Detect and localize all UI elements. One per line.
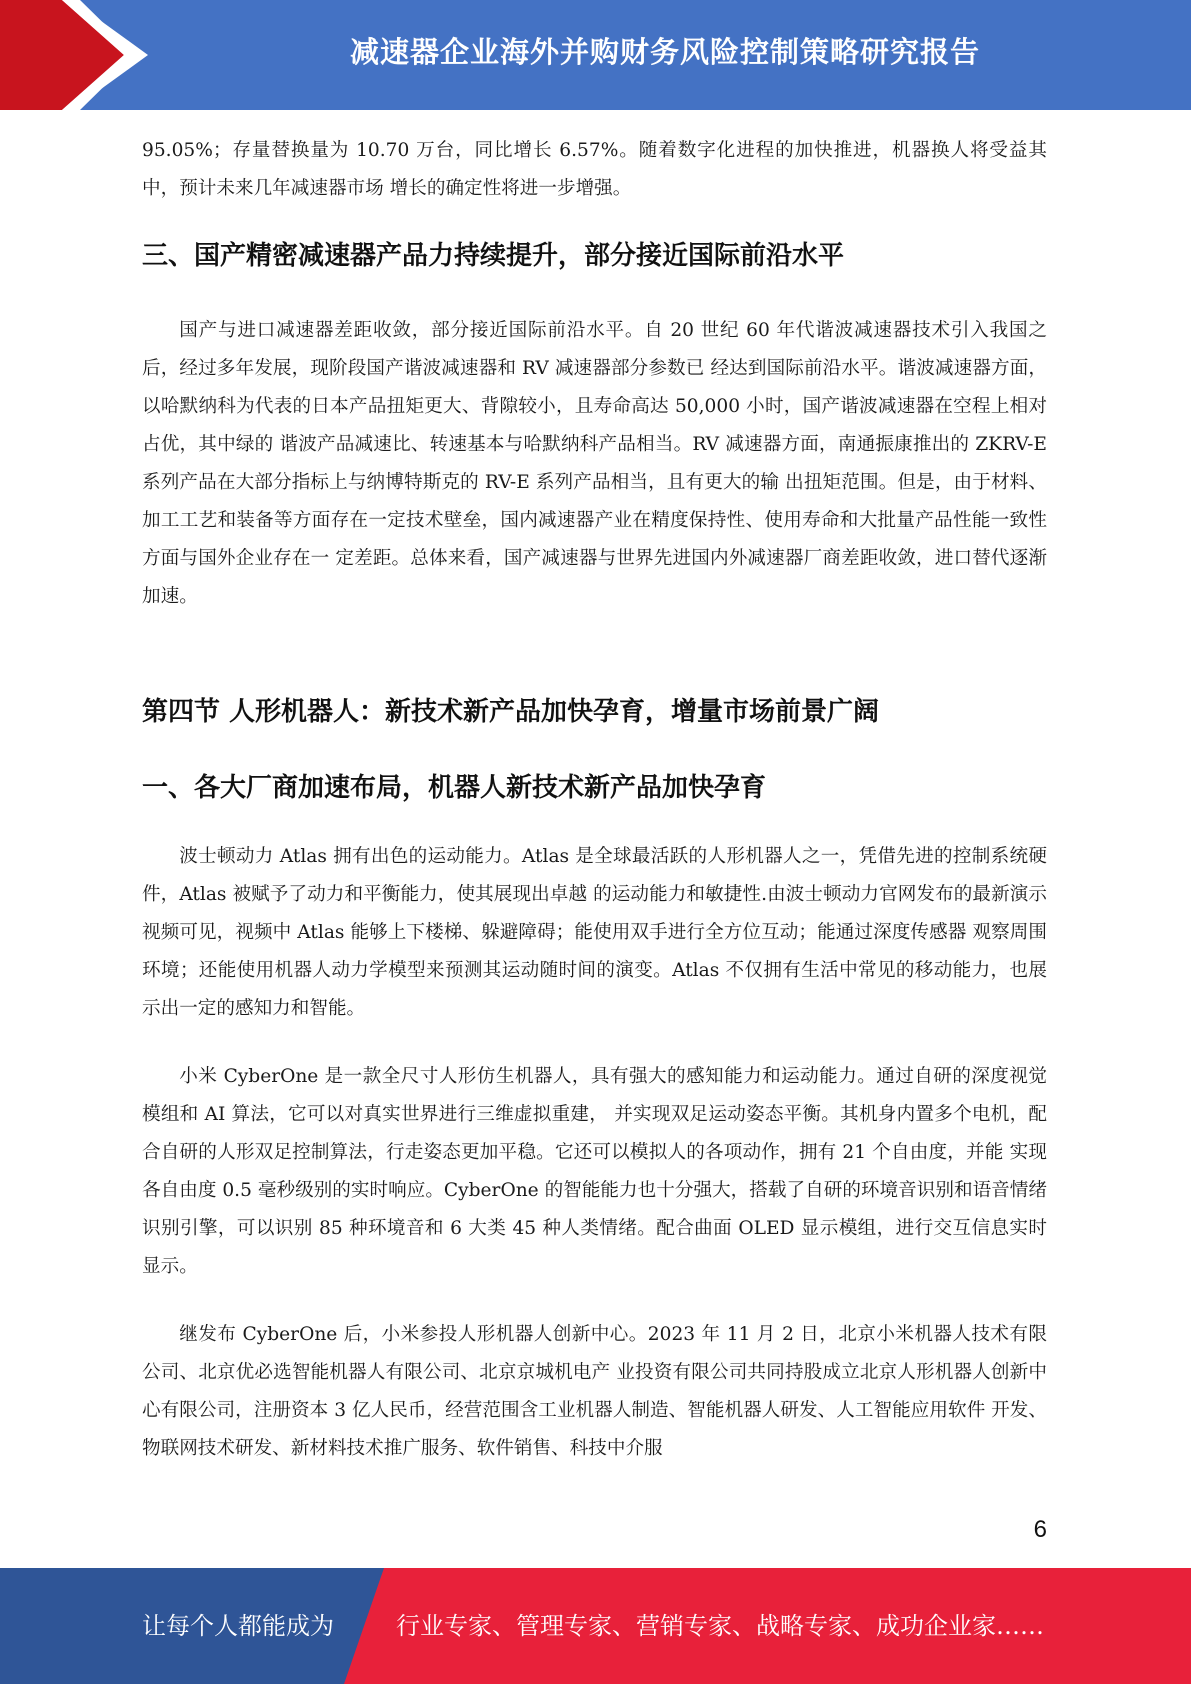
paragraph-cyberone: 小米 CyberOne 是一款全尺寸人形仿生机器人，具有强大的感知能力和运动能力。通过自研的深度视觉模组和 AI 算法，它可以对真实世界进行三维虚拟重建， 并实现双足运动姿态平衡。其机身内置多个电机，配合自研的人形双足控制算法，行走姿态更加平稳。它还可以模拟人的各项动作，拥有 21 个自由度，并能 实现各自由度 0.5 毫秒级别的实时响应。CyberOne 的智能能力也十分强大，搭载了自研的环境音识别和语音情绪识别引擎，可以识别 85 种环境音和 6 大类 45 种人类情绪。配合曲面 OLED 显示模组，进行交互信息实时显示。	[142, 1066, 1047, 1277]
paragraph-atlas: 波士顿动力 Atlas 拥有出色的运动能力。Atlas 是全球最活跃的人形机器人之一，凭借先进的控制系统硬件，Atlas 被赋予了动力和平衡能力，使其展现出卓越 的运动能力和敏捷性.由波士顿动力官网发布的最新演示视频可见，视频中 Atlas 能够上下楼梯、躲避障碍；能使用双手进行全方位互动；能通过深度传感器 观察周围环境；还能使用机器人动力学模型来预测其运动随时间的演变。Atlas 不仅拥有生活中常见的移动能力，也展示出一定的感知力和智能。	[142, 846, 1047, 1019]
paragraph-xiaomi-innovation: 继发布 CyberOne 后，小米参投人形机器人创新中心。2023 年 11 月 2 日，北京小米机器人技术有限公司、北京优必选智能机器人有限公司、北京京城机电产 业投资有限公司共同持股成立北京人形机器人创新中心有限公司，注册资本 3 亿人民币，经营范围含工业机器人制造、智能机器人研发、人工智能应用软件 开发、物联网技术研发、新材料技术推广服务、软件销售、科技中介服	[142, 1324, 1047, 1459]
header-banner	[0, 0, 1191, 111]
main-content	[142, 132, 1047, 1468]
footer-slogan-left: 让每个人都能成为	[142, 1612, 334, 1640]
paragraph-market-growth: 95.05%；存量替换量为 10.70 万台，同比增长 6.57%。随着数字化进程的加快推进，机器换人将受益其中，预计未来几年减速器市场 增长的确定性将进一步增强。	[142, 140, 1047, 199]
heading-vendors-layout: 一、各大厂商加速布局，机器人新技术新产品加快孕育	[142, 773, 767, 803]
section-heading-humanoid: 第四节 人形机器人：新技术新产品加快孕育，增量市场前景广阔	[142, 697, 880, 727]
paragraph-domestic-reducers: 国产与进口减速器差距收敛，部分接近国际前沿水平。自 20 世纪 60 年代谐波减速器技术引入我国之后，经过多年发展，现阶段国产谐波减速器和 RV 减速器部分参数已 经达到国际前沿水平。谐波减速器方面，以哈默纳科为代表的日本产品扭矩更大、背隙较小，且寿命高达 50,000 小时，国产谐波减速器在空程上相对占优，其中绿的 谐波产品减速比、转速基本与哈默纳科产品相当。RV 减速器方面，南通振康推出的 ZKRV-E 系列产品在大部分指标上与纳博特斯克的 RV-E 系列产品相当，且有更大的输 出扭矩范围。但是，由于材料、加工工艺和装备等方面存在一定技术壁垒，国内减速器产业在精度保持性、使用寿命和大批量产品性能一致性方面与国外企业存在一 定差距。总体来看，国产减速器与世界先进国内外减速器厂商差距收敛，进口替代逐渐加速。	[142, 320, 1047, 607]
page-number: 6	[1033, 1516, 1047, 1543]
footer-slogan-right: 行业专家、管理专家、营销专家、战略专家、成功企业家……	[396, 1612, 1044, 1640]
footer-banner	[0, 1568, 1191, 1684]
report-title: 减速器企业海外并购财务风险控制策略研究报告	[349, 35, 980, 69]
heading-domestic-reducers: 三、国产精密减速器产品力持续提升，部分接近国际前沿水平	[142, 241, 845, 271]
